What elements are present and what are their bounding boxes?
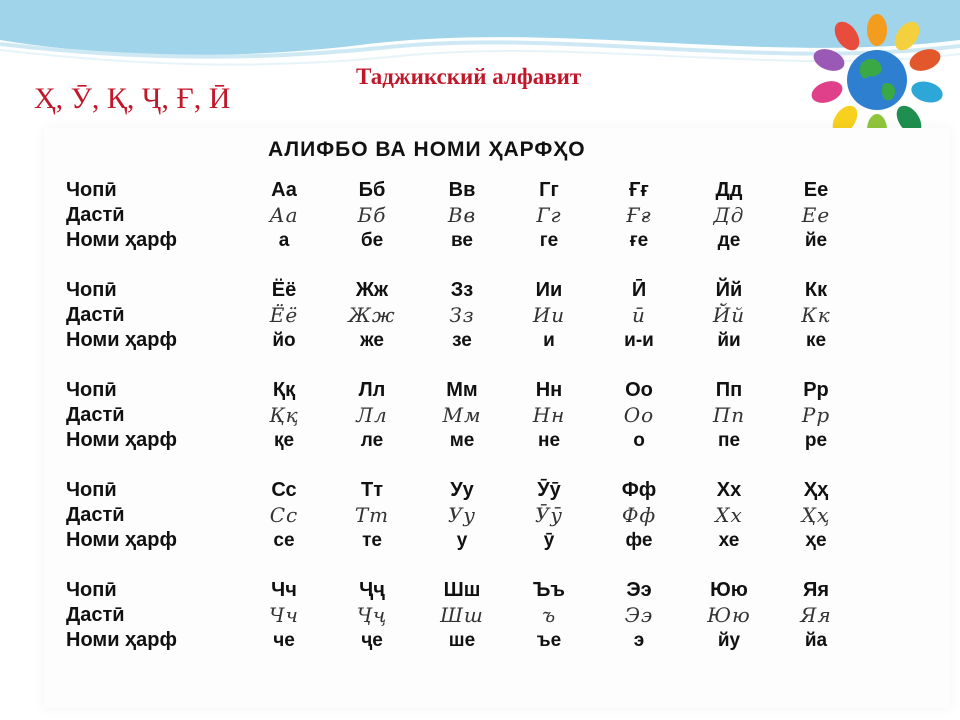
alphabet-row — [44, 378, 950, 473]
row-labels — [66, 578, 256, 653]
letter-handwritten: Ғғ — [626, 203, 652, 227]
letter-name: ӯ — [543, 530, 555, 551]
label-handwritten: Дастӣ — [66, 504, 125, 526]
letter-name: ҳе — [805, 530, 827, 551]
letter-cell — [771, 178, 861, 253]
letter-printed: Дд — [715, 179, 743, 201]
letter-printed: Кк — [804, 279, 828, 301]
letter-handwritten: Дд — [713, 203, 745, 227]
label-printed: Чопӣ — [66, 479, 117, 501]
letter-cell — [684, 378, 774, 453]
row-labels — [66, 278, 256, 353]
alphabet-row — [44, 178, 950, 273]
row-labels — [66, 478, 256, 553]
alphabet-row — [44, 578, 950, 673]
letter-name: и-и — [624, 330, 654, 351]
letter-name: ре — [804, 430, 828, 451]
letter-name: о — [633, 430, 645, 451]
letter-name: э — [633, 630, 645, 651]
letter-printed: Йй — [715, 279, 743, 301]
label-letter-name: Номи ҳарф — [66, 429, 178, 451]
letter-cell — [417, 478, 507, 553]
letter-handwritten: Кк — [801, 303, 831, 327]
letter-printed: Ғғ — [629, 179, 649, 201]
letter-cell — [771, 478, 861, 553]
letter-printed: Ӣ — [631, 279, 647, 301]
letter-name: хе — [718, 530, 740, 551]
letter-name: пе — [717, 430, 741, 451]
letter-handwritten: Йй — [712, 303, 746, 327]
letter-name: ше — [448, 630, 476, 651]
letter-handwritten: Пп — [712, 403, 746, 427]
letter-handwritten: Рр — [801, 403, 831, 427]
label-printed: Чопӣ — [66, 279, 117, 301]
letter-name: се — [273, 530, 295, 551]
letter-name: йе — [804, 230, 828, 251]
label-handwritten: Дастӣ — [66, 404, 125, 426]
letter-name: ғе — [629, 230, 649, 251]
letter-name: ъе — [536, 630, 562, 651]
letter-handwritten: Ққ — [269, 403, 299, 427]
letter-name: ке — [805, 330, 827, 351]
letter-handwritten: Юю — [707, 603, 751, 627]
letter-handwritten: Оо — [623, 403, 655, 427]
letter-handwritten: Хх — [715, 503, 743, 527]
letter-handwritten: Вв — [447, 203, 477, 227]
label-letter-name: Номи ҳарф — [66, 529, 178, 551]
label-letter-name: Номи ҳарф — [66, 629, 178, 651]
letter-name: не — [537, 430, 561, 451]
letter-name: йо — [272, 330, 296, 351]
letter-cell — [684, 278, 774, 353]
letter-printed: Чч — [271, 579, 297, 601]
label-handwritten: Дастӣ — [66, 604, 125, 626]
letter-handwritten: ъ — [541, 603, 557, 627]
letter-handwritten: Чч — [269, 603, 299, 627]
letter-handwritten: Яя — [800, 603, 832, 627]
letter-printed: Юю — [710, 579, 748, 601]
letter-handwritten: Ёё — [269, 303, 299, 327]
letter-printed: Аа — [271, 179, 297, 201]
letter-cell — [684, 478, 774, 553]
special-letters-note: Ҳ, Ӯ, Қ, Ҷ, Ғ, Ӣ — [34, 82, 231, 115]
letter-cell — [239, 178, 329, 253]
row-labels — [66, 378, 256, 453]
letter-cell — [239, 378, 329, 453]
letter-handwritten: Сс — [269, 503, 299, 527]
letter-printed: Бб — [358, 179, 386, 201]
letter-cell — [327, 278, 417, 353]
letter-cell — [771, 578, 861, 653]
letter-name: зе — [452, 330, 472, 351]
letter-cell — [684, 178, 774, 253]
letter-printed: Ёё — [271, 279, 297, 301]
letter-printed: Нн — [535, 379, 563, 401]
label-printed: Чопӣ — [66, 179, 117, 201]
letter-handwritten: Ҷҷ — [356, 603, 388, 627]
label-letter-name: Номи ҳарф — [66, 329, 178, 351]
letter-cell — [594, 378, 684, 453]
letter-name: йи — [717, 330, 741, 351]
letter-cell — [771, 378, 861, 453]
letter-printed: Ҷҷ — [359, 579, 385, 601]
label-letter-name: Номи ҳарф — [66, 229, 178, 251]
letter-cell — [417, 578, 507, 653]
letter-printed: Ҳҳ — [803, 479, 829, 501]
letter-name: йу — [717, 630, 741, 651]
letter-name: ме — [449, 430, 475, 451]
letter-name: те — [362, 530, 382, 551]
letter-handwritten: Зз — [449, 303, 475, 327]
letter-printed: Жж — [355, 279, 389, 301]
letter-printed: Ъъ — [533, 579, 565, 601]
letter-handwritten: Ее — [801, 203, 831, 227]
letter-printed: Пп — [715, 379, 743, 401]
letter-cell — [504, 478, 594, 553]
label-handwritten: Дастӣ — [66, 304, 125, 326]
letter-handwritten: Ӯӯ — [534, 503, 564, 527]
label-printed: Чопӣ — [66, 379, 117, 401]
letter-cell — [417, 378, 507, 453]
letter-printed: Ээ — [626, 579, 652, 601]
letter-cell — [239, 578, 329, 653]
letter-handwritten: Гг — [536, 203, 562, 227]
letter-name: ле — [360, 430, 384, 451]
letter-cell — [239, 278, 329, 353]
letter-cell — [594, 278, 684, 353]
alphabet-row — [44, 478, 950, 573]
letter-cell — [504, 178, 594, 253]
letter-printed: Шш — [443, 579, 481, 601]
letter-name: де — [717, 230, 741, 251]
letter-name: бе — [360, 230, 384, 251]
letter-cell — [504, 378, 594, 453]
letter-printed: Гг — [539, 179, 559, 201]
letter-printed: Мм — [446, 379, 478, 401]
letter-name: ве — [451, 230, 473, 251]
letter-printed: Лл — [358, 379, 386, 401]
letter-printed: Фф — [621, 479, 657, 501]
letter-handwritten: Шш — [440, 603, 484, 627]
table-heading: АЛИФБО ВА НОМИ ҲАРФҲО — [268, 138, 586, 161]
letter-printed: Ққ — [272, 379, 296, 401]
alphabet-row — [44, 278, 950, 373]
letter-handwritten: Ээ — [624, 603, 654, 627]
letter-printed: Тт — [360, 479, 383, 501]
letter-handwritten: Фф — [621, 503, 657, 527]
letter-printed: Зз — [450, 279, 474, 301]
letter-printed: Яя — [802, 579, 830, 601]
letter-printed: Рр — [803, 379, 829, 401]
letter-cell — [239, 478, 329, 553]
letter-printed: Ии — [535, 279, 563, 301]
letter-handwritten: Уу — [447, 503, 477, 527]
letter-name: а — [278, 230, 290, 251]
letter-name: фе — [625, 530, 653, 551]
letter-cell — [504, 578, 594, 653]
letter-name: йа — [804, 630, 828, 651]
letter-handwritten: Ии — [532, 303, 566, 327]
letter-cell — [771, 278, 861, 353]
letter-cell — [327, 478, 417, 553]
letter-handwritten: Жж — [348, 303, 396, 327]
letter-printed: Уу — [450, 479, 474, 501]
letter-handwritten: Лл — [356, 403, 388, 427]
letter-handwritten: ӣ — [632, 303, 646, 327]
letter-printed: Ее — [803, 179, 829, 201]
letter-cell — [594, 578, 684, 653]
label-printed: Чопӣ — [66, 579, 117, 601]
label-handwritten: Дастӣ — [66, 204, 125, 226]
letter-name: ге — [539, 230, 559, 251]
letter-cell — [327, 578, 417, 653]
row-labels — [66, 178, 256, 253]
letter-cell — [417, 178, 507, 253]
letter-handwritten: Нн — [532, 403, 566, 427]
letter-name: у — [456, 530, 468, 551]
letter-cell — [417, 278, 507, 353]
letter-handwritten: Тт — [354, 503, 390, 527]
letter-name: же — [360, 330, 384, 351]
letter-cell — [594, 178, 684, 253]
letter-cell — [327, 178, 417, 253]
letter-printed: Ӯӯ — [537, 479, 561, 501]
letter-handwritten: Аа — [269, 203, 299, 227]
letter-printed: Сс — [271, 479, 297, 501]
letter-cell — [504, 278, 594, 353]
letter-name: че — [273, 630, 295, 651]
letter-name: и — [543, 330, 555, 351]
alphabet-table — [44, 128, 950, 708]
letter-handwritten: Мм — [442, 403, 482, 427]
letter-name: ҷе — [361, 630, 383, 651]
letter-cell — [684, 578, 774, 653]
letter-cell — [594, 478, 684, 553]
letter-handwritten: Ҳҳ — [801, 503, 831, 527]
letter-name: қе — [273, 430, 295, 451]
letter-printed: Вв — [448, 179, 476, 201]
letter-handwritten: Бб — [357, 203, 387, 227]
letter-cell — [327, 378, 417, 453]
letter-printed: Оо — [625, 379, 653, 401]
letter-printed: Хх — [716, 479, 742, 501]
page-title: Таджикский алфавит — [356, 64, 582, 89]
